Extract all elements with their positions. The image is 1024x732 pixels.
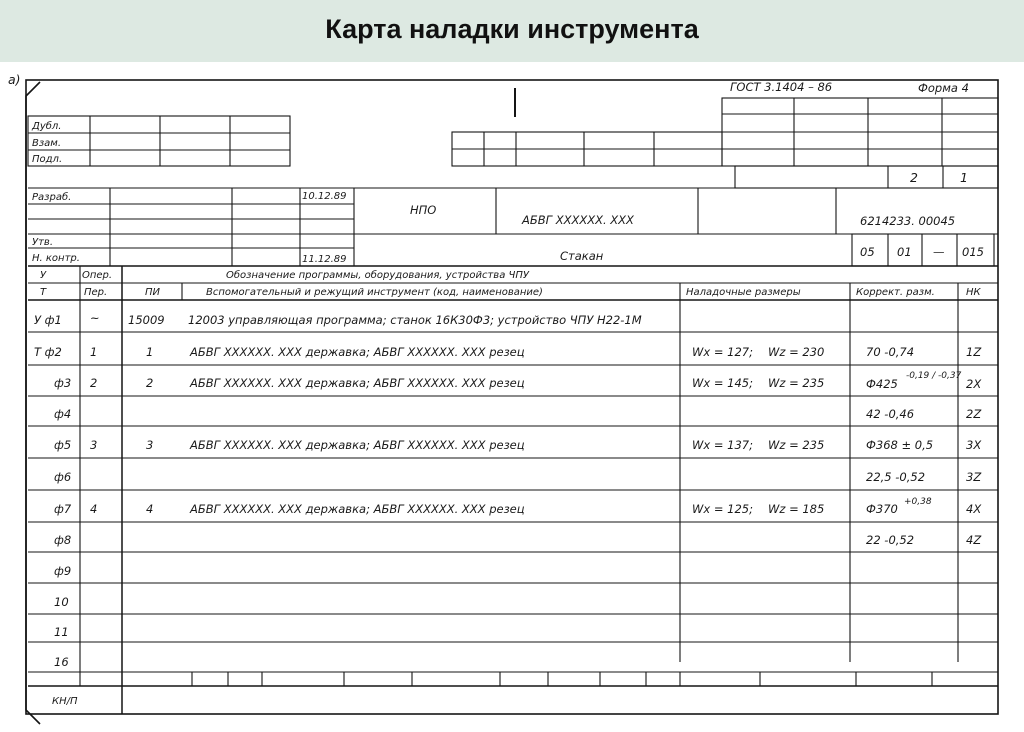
row-oper: 1 (90, 345, 98, 359)
row-wx: Wx = 125; (692, 502, 753, 516)
col-header: НК (966, 287, 981, 298)
row-corr-tolerance: -0,19 / -0,37 (906, 371, 962, 381)
gost-label: ГОСТ 3.1404 – 86 (730, 80, 833, 94)
row-oper: ~ (90, 311, 100, 325)
resp-row-label: Разраб. (32, 192, 72, 203)
row-code: 11 (54, 625, 69, 639)
col-header: Коррект. разм. (856, 287, 935, 298)
sign-row-label: Подл. (32, 154, 63, 165)
code-cell: 05 (860, 245, 875, 259)
sheet-number: 2 (910, 170, 918, 185)
row-desc: АБВГ ХХХХХХ. ХХХ державка; АБВГ ХХХХХХ. ХХХ резец (190, 345, 525, 359)
row-corr: 70 -0,74 (866, 345, 915, 359)
sheet-number: 1 (960, 170, 968, 185)
col-header: Т (40, 287, 47, 298)
row-corr: Ф370 (866, 502, 898, 516)
code-cell: — (933, 245, 945, 259)
row-code: ф4 (54, 407, 72, 421)
resp-row-label: Н. контр. (32, 253, 80, 264)
row-code: ф3 (54, 376, 72, 390)
form-drawing (0, 62, 1024, 732)
row-desc: 12003 управляющая программа; станок 16К30Ф3; устройство ЧПУ Н22-1М (188, 313, 642, 327)
col-header: Опер. (82, 270, 113, 281)
row-corr: Ф368 ± 0,5 (866, 438, 934, 452)
forma-label: Форма 4 (918, 81, 969, 95)
code-cell: 01 (897, 245, 912, 259)
row-nk: 2X (966, 377, 982, 391)
row-code: ф9 (54, 564, 72, 578)
frame-left-bracket (26, 82, 40, 724)
row-wx: Wx = 145; (692, 376, 753, 390)
resp-row-label: Утв. (32, 237, 53, 248)
row-pi: 15009 (128, 313, 165, 327)
row-pi: 1 (146, 345, 154, 359)
row-desc: АБВГ ХХХХХХ. ХХХ державка; АБВГ ХХХХХХ. ХХХ резец (190, 438, 525, 452)
row-oper: 3 (90, 438, 98, 452)
col-header: Наладочные размеры (686, 287, 801, 298)
col-header: У (40, 270, 47, 281)
sign-row-label: Взам. (32, 138, 62, 149)
row-wz: Wz = 235 (768, 376, 825, 390)
row-corr: 22 -0,52 (866, 533, 915, 547)
row-oper: 2 (90, 376, 98, 390)
part-code: 6214233. 00045 (860, 214, 956, 228)
row-code: 16 (54, 655, 69, 669)
row-wz: Wz = 230 (768, 345, 825, 359)
row-code: ф7 (54, 502, 72, 516)
col-header: ПИ (145, 287, 160, 298)
org-label: НПО (410, 203, 437, 217)
row-pi: 4 (146, 502, 154, 516)
row-code: У ф1 (34, 313, 62, 327)
row-oper: 4 (90, 502, 98, 516)
row-wx: Wx = 137; (692, 438, 753, 452)
row-nk: 4X (966, 502, 982, 516)
row-corr-tolerance: +0,38 (904, 497, 932, 507)
form-outer-border (26, 80, 998, 714)
footer-label: КН/П (52, 696, 78, 707)
row-desc: АБВГ ХХХХХХ. ХХХ державка; АБВГ ХХХХХХ. ХХХ резец (190, 502, 525, 516)
row-code: ф8 (54, 533, 72, 547)
row-pi: 2 (146, 376, 154, 390)
row-corr: 22,5 -0,52 (866, 470, 926, 484)
row-desc: АБВГ ХХХХХХ. ХХХ державка; АБВГ ХХХХХХ. ХХХ резец (190, 376, 525, 390)
col-header: Вспомогательный и режущий инструмент (код, наименование) (206, 287, 543, 298)
col-header: Обозначение программы, оборудования, устройства ЧПУ (226, 270, 529, 281)
slide-title: Карта наладки инструмента (325, 13, 699, 44)
row-pi: 3 (146, 438, 154, 452)
doc-code: АБВГ ХХХХХХ. ХХХ (522, 213, 634, 227)
corner-label: а) (8, 72, 21, 87)
row-code: Т ф2 (34, 345, 62, 359)
date-control: 11.12.89 (302, 254, 347, 265)
sign-row-label: Дубл. (32, 121, 62, 132)
code-cell: 015 (962, 245, 984, 259)
process-card-sheet (0, 62, 1024, 732)
row-wz: Wz = 185 (768, 502, 825, 516)
row-wx: Wx = 127; (692, 345, 753, 359)
row-corr: 42 -0,46 (866, 407, 915, 421)
row-nk: 3Z (966, 470, 982, 484)
row-nk: 3X (966, 438, 982, 452)
col-header: Пер. (84, 287, 108, 298)
row-nk: 1Z (966, 345, 982, 359)
row-code: ф6 (54, 470, 72, 484)
row-wz: Wz = 235 (768, 438, 825, 452)
row-nk: 4Z (966, 533, 982, 547)
part-name: Стакан (560, 249, 604, 263)
row-code: ф5 (54, 438, 72, 452)
row-nk: 2Z (966, 407, 982, 421)
row-corr: Ф425 (866, 377, 898, 391)
row-code: 10 (54, 595, 69, 609)
date-developed: 10.12.89 (302, 191, 347, 202)
